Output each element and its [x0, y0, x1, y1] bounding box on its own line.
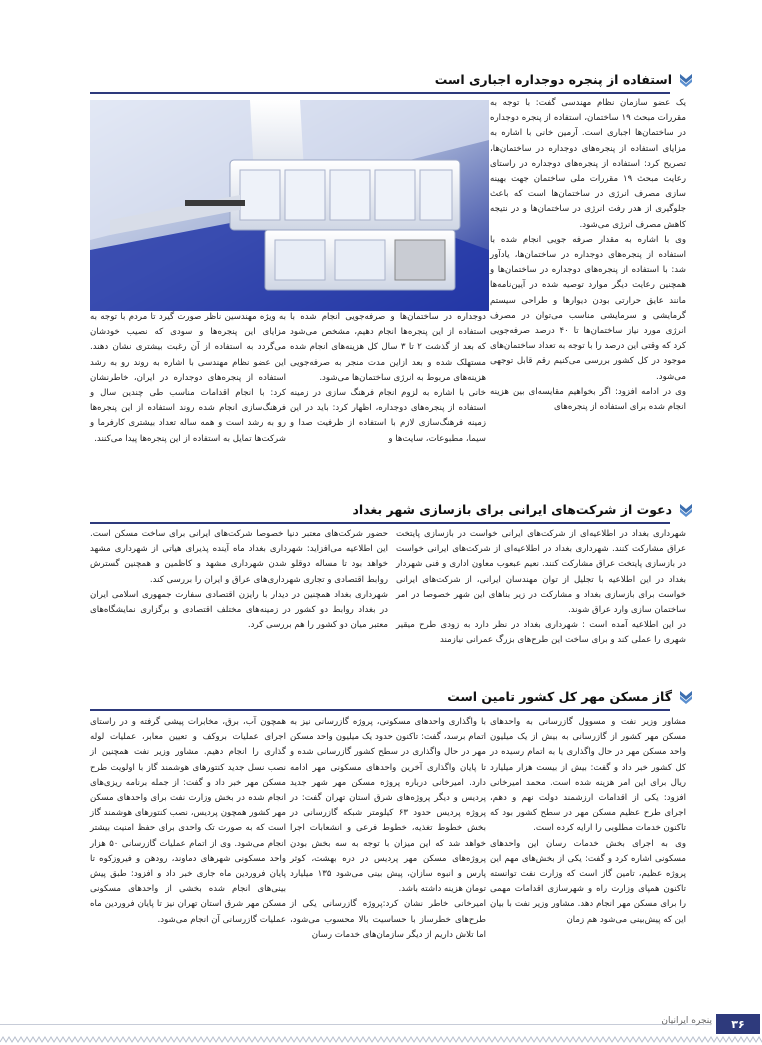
paragraph: خانی با اشاره به لزوم انجام فرهنگ سازی در زمینه استفاده از پنجره‌های دوجداره، اظهار کرد: باید در این زمینه فرهنگ‌سازی لازم با استفاده از ظرفیت صدا و سیما، مطبوعات، سایت‌ها و [290, 388, 486, 444]
section1-middle-column [290, 310, 486, 447]
paragraph: در این اطلاعیه آمده است : شهرداری بغداد در نظر دارد به زودی طرح میقیر شهری را عملی کند و برای ساخت این طرح‌های بزرگ عمرانی نیازمند [396, 620, 686, 646]
section-heading [447, 688, 694, 704]
heading-rule [90, 709, 670, 711]
chevron-down-icon [678, 501, 694, 517]
paragraph: شهرداری بغداد همچنین در دیدار با رایزن اقتصادی سفارت جمهوری اسلامی ایران در بغداد روابط دو کشور در زمینه‌های مختلف اقتصادی و برگزاری نمایشگاه‌های معتبر میان دو کشور را هم بررسی کرد. [90, 589, 388, 631]
paragraph: شهرداری بغداد در اطلاعیه‌ای از شرکت‌های ایرانی خواست در بازسازی پایتخت عراق مشارکت کنند. شهرداری بغداد در اطلاعیه‌ای از شرکت‌های ایرانی خواست در بازسازی پایتخت عراق مشارکت کنند. نعیم عبعوب معاون اداری و فنی شهردار بغداد در این اطلاعیه با تجلیل از توان مهندسان ایرانی، از شرکت‌های ایرانی خواست برای بازسازی بغداد و مشارکت در زیر بناهای این شهر خصوصا در امر ساختمان سازی وارد عراق شوند. [396, 529, 686, 616]
paragraph: با واگذاری واحدهای مسکونی، پروژه گازرسانی نیز به اتمام برسد، گفت: تاکنون حدود یک میلیون واحد مسکن مهر در حال واگذاری در سطح کشور گازرسانی شده و تا پایان واگذاری آخرین واحدهای مسکونی مهر ادامه دارد. امیرخانی درباره پروژه مسکن مهر شهر جدید پردیس و دیگر پروژه‌های شرق استان تهران گفت: در پروژه پردیس حدود ۶۳ کیلومتر شبکه گازرسانی در بخش خطوط تغذیه، خطوط فرعی و انشعابات اجرا خواهد شد که این میزان با توجه به سه بخش بودن پروژه‌های مسکن مهر پردیس در دره بهشت، کوثر پارس و انبوه سازان، پیش بینی می‌شود ۱۳۵ میلیارد تومان هزینه داشته باشد. [290, 717, 486, 895]
section3-column-1 [490, 715, 686, 928]
paragraph: مشاور وزیر نفت و مسوول گازرسانی به واحدهای مسکن مهر کشور از گازرسانی به بیش از یک میلیون واحد مسکن مهر در حال واگذاری یا به اتمام رسیده در کل کشور خبر داد و گفت: بیش از بیست هزار میلیارد ریال برای این امر هزینه شده است. محمد امیرخانی افزود: یکی از اقدامات ارزشمند دولت نهم و دهم، اجرای طرح عظیم مسکن مهر در سطح کشور بود که تاکنون خدمات مطلوبی را ارایه کرده است. [490, 717, 686, 834]
page-number: ۳۶ [716, 1014, 760, 1034]
paragraph: حضور شرکت‌های معتبر دنیا خصوصا شرکت‌های ایرانی برای ساخت مسکن است. این اطلاعیه می‌افزاید: شهرداری بغداد ماه آینده پذیرای هیاتی از شهرداری مشهد خواهد بود تا مساله دوقلو شدن شهرداری مشهد و کاظمین و همچنین گسترش روابط اقتصادی و تجاری شهرداری‌های عراق و ایران را بررسی کند. [90, 529, 388, 585]
section1-right-column [490, 96, 686, 415]
section-heading [435, 71, 694, 87]
section-title: گاز مسکن مهر کل کشور تامین است [447, 688, 672, 704]
paragraph: وی به اجرای بخش خدمات رسان این واحدهای مسکونی اشاره کرد و گفت: یکی از بخش‌های مهم این پروژه عظیم، تامین گاز است که وزارت نفت توانسته تاکنون همپای وزارت راه و شهرسازی اقدامات مهمی را برای مسکن مهر انجام دهد. مشاور وزیر نفت با بیان این که پیش‌بینی می‌شود هم زمان [490, 838, 686, 925]
window-profile-illustration [90, 100, 489, 311]
window-profile-photo [90, 100, 489, 311]
paragraph: دوجداره در ساختمان‌ها و صرفه‌جویی انجام شده با استفاده از این پنجره‌ها انجام دهیم، مشخص می‌شود که بعد از گذشت ۲ تا ۳ سال کل هزینه‌های انجام شده مستهلک شده و بعد ازاین مدت منجر به صرفه‌جویی هزینه‌های مربوط به انرژی ساختمان‌ها می‌شود. [290, 312, 487, 383]
paragraph: وی با اشاره به مقدار صرفه جویی انجام شده با استفاده از پنجره‌های دوجداره در ساختمان‌ها، یادآور شد: با استفاده از پنجره‌های دوجداره در ساختمان‌ها و همچنین رعایت دیگر موارد توصیه شده در آیین‌نامه‌ها مانند عایق حرارتی بودن دیوارها و طراحی سیستم گرمایشی و سرمایشی مناسب می‌توان در مصرف انرژی مورد نیاز ساختمان‌ها تا ۴۰ درصد صرفه‌جویی کرد که وقتی این درصد را با توجه به تعداد ساختمان‌های موجود در کل کشور بررسی می‌کنیم رقم قابل توجهی می‌شود. [490, 234, 686, 382]
paragraph: امیرخانی خاطر نشان کرد:پروژه گازرسانی یکی از طرح‌های خطرساز با حساسیت بالا محسوب می‌شود، اما تلاش داریم از دیگر سازمان‌های خدمات رسان [290, 899, 486, 940]
heading-rule [90, 92, 670, 94]
heading-rule [90, 522, 670, 524]
paragraph: به ویژه مهندسین ناظر صورت گیرد تا مردم با توجه به مزایای این پنجره‌ها و سودی که نصیب خودشان می‌گردد به استفاده از آن رغبت بیشتری نشان دهند. این عضو نظام مهندسی با اشاره به روند رو به رشد استفاده از پنجره‌های دوجداره در ایران، خاطرنشان کرد: با انجام اقدامات مناسب طی چندین سال و فرهنگ‌سازی انجام شده روند استفاده از این پنجره‌ها رو به رشد است و همه ساله تعداد بیشتری کارفرما و شرکت‌ها تمایل به استفاده از این پنجره‌ها پیدا می‌کنند. [90, 312, 286, 444]
footer-rule [0, 1024, 710, 1025]
chevron-down-icon [678, 688, 694, 704]
paragraph: یک عضو سازمان نظام مهندسی گفت: با توجه به مقررات مبحث ۱۹ ساختمان، استفاده از پنجره دوجداره در ساختمان‌ها اجباری است. آرمین خانی با اشاره به مزایای استفاده از پنجره‌های دوجداره در ساختمان‌ها، تصریح کرد: استفاده از پنجره‌های دوجداره در راستای رعایت مبحث ۱۹ مقررات ملی ساختمان جهت بهینه سازی مصرف انرژی در ساختمان‌ها است که باعث جلوگیری از هدر رفت انرژی در ساختمان‌ها و در نتیجه کاهش مصرف انرژی می‌شود. [490, 98, 687, 230]
section-heading [353, 501, 694, 517]
section2-left-column [90, 527, 388, 633]
section-title: دعوت از شرکت‌های ایرانی برای بازسازی شهر بغداد [352, 501, 672, 517]
magazine-name: پنجره ایرانیان [661, 1016, 712, 1026]
footer-zigzag-border [0, 1036, 762, 1044]
chevron-down-icon [678, 71, 694, 87]
section3-column-3 [90, 715, 286, 928]
section3-column-2 [290, 715, 486, 943]
section-title: استفاده از پنجره دوجداره اجباری است [434, 71, 672, 87]
paragraph: وی در ادامه افزود: اگر بخواهیم مقایسه‌ای بین هزینه انجام شده برای استفاده از پنجره‌های [490, 386, 686, 413]
section2-right-column [396, 527, 686, 649]
section1-left-column [90, 310, 286, 447]
paragraph: همچون آب، برق، مخابرات پیشی گرفته و در راستای اجرای عملیات بروکف و تعیین معابر، عملیات لوله گذاری را انجام دهیم. مشاور وزیر نفت همچنین از نصب نسل جدید کنتورهای هوشمند گاز با اولویت طرح مسکن مهر خبر داد و گفت: از جمله برنامه ریزی‌های انجام شده در بخش وزارت نفت برای واحدهای مسکن مهر کشور همچون پردیس، نصب کنتورهای هوشمند گاز است که به صورت تک واحدی برای حفظ امنیت بیشتر انجام می‌شود. وی از اتمام عملیات گازرسانی ۵۰ هزار واحد مسکونی شهرهای دماوند، رودهن و فیروزکوه تا پایان فروردین ماه جاری خبر داد و افزود: طبق پیش بینی‌های انجام شده بخشی از واحدهای مسکونی مسکن مهر شرق استان تهران نیز تا پایان فروردین ماه عملیات گازرسانی آن انجام می‌شود. [90, 717, 286, 925]
